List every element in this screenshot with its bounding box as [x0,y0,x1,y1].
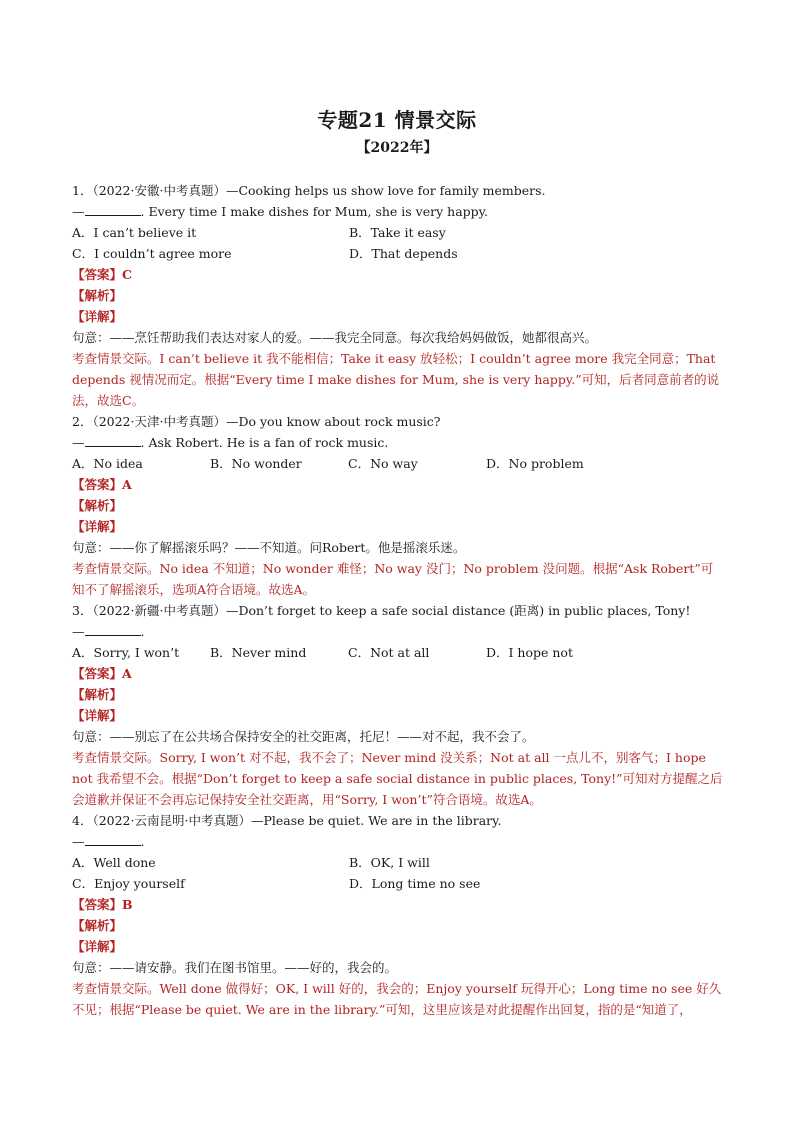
reply-dash: — [72,435,85,450]
option-b: B．OK, I will [349,855,430,870]
question-4 [72,810,724,1020]
explanation: 考查情景交际。No idea 不知道；No wonder 难怪；No way 没门；No problem 没问题。根据“Ask Robert”可知不了解摇滚乐，选项A符合语境。故选A。 [72,561,714,597]
reply-dash: — [72,834,85,849]
sentence-meaning: 句意：——请安静。我们在图书馆里。——好的，我会的。 [72,960,398,975]
question-stem: 3．（2022·新疆·中考真题）—Don’t forget to keep a safe social distance (距离) in public places, Tony! [72,603,691,618]
detail-label: 【详解】 [72,939,123,954]
explanation: 考查情景交际。I can’t believe it 我不能相信；Take it easy 放轻松；I couldn’t agree more 我完全同意；That depends 视情况而定。根据“Every time I make dishes for Mum, she is very happy.”可知，后者同意前者的说法，故选C。 [72,351,720,408]
question-stem: 1．（2022·安徽·中考真题）—Cooking helps us show love for family members. [72,183,546,198]
answer-blank [85,622,141,636]
option-c: C．Enjoy yourself [72,876,185,891]
options-row [72,453,724,474]
reply-text: . [140,834,145,849]
answer-label: 【答案】A [72,666,132,681]
option-b: B．Take it easy [349,225,446,240]
question-2 [72,411,724,600]
analysis-label: 【解析】 [72,918,123,933]
option-a: A．Well done [72,855,156,870]
options-row [72,873,724,894]
options-row [72,243,724,264]
option-c: C．No way [348,456,418,471]
option-a: A．Sorry, I won’t [72,645,180,660]
option-b: B．Never mind [210,645,307,660]
option-c: C．Not at all [348,645,430,660]
reply-dash: — [72,624,85,639]
answer-label: 【答案】B [72,897,133,912]
option-d: D．No problem [486,456,584,471]
detail-label: 【详解】 [72,519,123,534]
question-reply [72,621,724,642]
question-stem: 2．（2022·天津·中考真题）—Do you know about rock music? [72,414,441,429]
sentence-meaning: 句意：——烹饪帮助我们表达对家人的爱。——我完全同意。每次我给妈妈做饭，她都很高兴。 [72,330,598,345]
question-1 [72,180,724,411]
analysis-label: 【解析】 [72,288,123,303]
question-reply [72,432,724,453]
reply-text: . [140,624,145,639]
options-row [72,222,724,243]
detail-label: 【详解】 [72,708,123,723]
answer-blank [85,832,141,846]
page-subtitle: 【2022年】 [356,140,438,156]
page-title: 专题21 情景交际 [317,108,477,132]
options-row [72,642,724,663]
question-stem: 4．（2022·云南昆明·中考真题）—Please be quiet. We are in the library. [72,813,502,828]
explanation: 考查情景交际。Well done 做得好；OK, I will 好的，我会的；Enjoy yourself 玩得开心；Long time no see 好久不见；根据“Please be quiet. We are in the library.”可知，这里应该是对此提醒作出回复，指的是“知道了， [72,981,722,1017]
question-list [72,180,724,1020]
answer-label: 【答案】A [72,477,132,492]
question-reply [72,831,724,852]
option-a: A．I can’t believe it [72,225,197,240]
question-reply [72,201,724,222]
option-b: B．No wonder [210,456,302,471]
detail-label: 【详解】 [72,309,123,324]
sentence-meaning: 句意：——你了解摇滚乐吗？——不知道。问Robert。他是摇滚乐迷。 [72,540,466,555]
option-d: D．Long time no see [349,876,481,891]
reply-text: . Every time I make dishes for Mum, she is very happy. [140,204,489,219]
answer-blank [85,202,141,216]
reply-dash: — [72,204,85,219]
analysis-label: 【解析】 [72,687,123,702]
option-d: D．I hope not [486,645,573,660]
answer-blank [85,433,141,447]
answer-label: 【答案】C [72,267,132,282]
analysis-label: 【解析】 [72,498,123,513]
explanation: 考查情景交际。Sorry, I won’t 对不起，我不会了；Never mind 没关系；Not at all 一点儿不，别客气；I hope not 我希望不会。根据“Don’t forget to keep a safe social distance in public places, Tony!”可知对方提醒之后会道歉并保证不会再忘记保持安全社交距离，用“Sorry, I won’t”符合语境。故选A。 [72,750,723,807]
option-a: A．No idea [72,456,143,471]
sentence-meaning: 句意：——别忘了在公共场合保持安全的社交距离，托尼！——对不起，我不会了。 [72,729,535,744]
reply-text: . Ask Robert. He is a fan of rock music. [140,435,389,450]
question-3 [72,600,724,810]
option-c: C．I couldn’t agree more [72,246,232,261]
option-d: D．That depends [349,246,458,261]
options-row [72,852,724,873]
